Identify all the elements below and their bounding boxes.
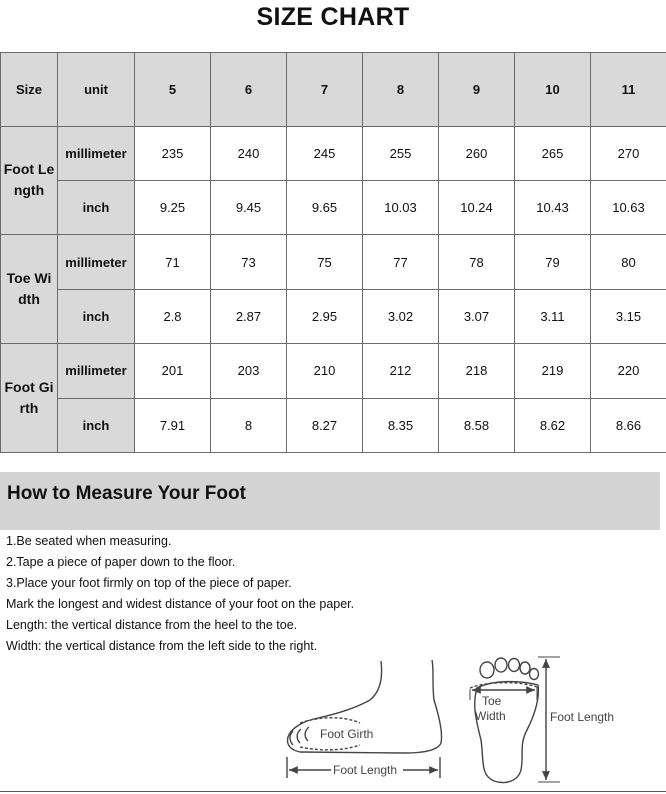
size-column-header: 8	[363, 53, 439, 127]
size-column-header: 5	[135, 53, 211, 127]
size-value-cell: 203	[211, 344, 287, 398]
width-label: Width	[475, 709, 506, 723]
size-value-cell: 10.43	[515, 180, 591, 234]
page-title: SIZE CHART	[256, 3, 410, 31]
unit-label: inch	[58, 398, 135, 452]
size-value-cell: 3.15	[591, 289, 666, 343]
unit-label: inch	[58, 180, 135, 234]
size-chart-table	[0, 52, 666, 453]
size-value-cell: 265	[515, 126, 591, 180]
size-value-cell: 220	[591, 344, 666, 398]
size-value-cell: 2.95	[287, 289, 363, 343]
size-value-cell: 9.65	[287, 180, 363, 234]
size-header: Size	[1, 53, 58, 127]
size-value-cell: 219	[515, 344, 591, 398]
size-value-cell: 10.63	[591, 180, 666, 234]
table-row	[1, 126, 666, 180]
size-value-cell: 201	[135, 344, 211, 398]
size-column-header: 11	[591, 53, 666, 127]
unit-header: unit	[58, 53, 135, 127]
unit-label: inch	[58, 289, 135, 343]
size-value-cell: 73	[211, 235, 287, 289]
size-value-cell: 71	[135, 235, 211, 289]
table-row	[1, 235, 666, 289]
measurement-group-label: Foot Length	[1, 126, 58, 235]
size-value-cell: 2.87	[211, 289, 287, 343]
size-value-cell: 10.24	[439, 180, 515, 234]
table-row	[1, 398, 666, 452]
size-value-cell: 2.8	[135, 289, 211, 343]
size-column-header: 9	[439, 53, 515, 127]
size-value-cell: 8.66	[591, 398, 666, 452]
size-value-cell: 9.45	[211, 180, 287, 234]
size-value-cell: 210	[287, 344, 363, 398]
measure-step: Length: the vertical distance from the heel to the toe.	[6, 618, 298, 632]
size-value-cell: 80	[591, 235, 666, 289]
unit-label: millimeter	[58, 126, 135, 180]
measure-steps	[6, 531, 354, 657]
measure-step: 2.Tape a piece of paper down to the floor.	[6, 555, 236, 569]
size-column-header: 7	[287, 53, 363, 127]
size-value-cell: 7.91	[135, 398, 211, 452]
bottom-divider	[0, 791, 666, 792]
measurement-group-label: Toe Width	[1, 235, 58, 344]
foot-girth-label: Foot Girth	[320, 727, 374, 741]
size-value-cell: 3.07	[439, 289, 515, 343]
measure-step: 3.Place your foot firmly on top of the piece of paper.	[6, 576, 292, 590]
table-row	[1, 289, 666, 343]
size-value-cell: 9.25	[135, 180, 211, 234]
table-header-row	[1, 53, 666, 127]
size-value-cell: 8.35	[363, 398, 439, 452]
toe-label: Toe	[482, 694, 502, 708]
foot-measure-illustration	[270, 650, 640, 790]
size-value-cell: 8	[211, 398, 287, 452]
size-value-cell: 212	[363, 344, 439, 398]
unit-label: millimeter	[58, 235, 135, 289]
size-column-header: 6	[211, 53, 287, 127]
table-row	[1, 344, 666, 398]
side-foot-length-label: Foot Length	[333, 763, 398, 777]
size-value-cell: 10.03	[363, 180, 439, 234]
unit-label: millimeter	[58, 344, 135, 398]
measure-step: 1.Be seated when measuring.	[6, 534, 172, 548]
size-value-cell: 77	[363, 235, 439, 289]
measure-step: Width: the vertical distance from the left side to the right.	[6, 639, 318, 653]
table-row	[1, 180, 666, 234]
size-value-cell: 8.27	[287, 398, 363, 452]
size-value-cell: 3.11	[515, 289, 591, 343]
measure-heading: How to Measure Your Foot	[7, 483, 246, 504]
size-value-cell: 270	[591, 126, 666, 180]
size-value-cell: 240	[211, 126, 287, 180]
size-value-cell: 75	[287, 235, 363, 289]
size-value-cell: 245	[287, 126, 363, 180]
measure-step: Mark the longest and widest distance of your foot on the paper.	[6, 597, 355, 611]
size-value-cell: 8.58	[439, 398, 515, 452]
measurement-group-label: Foot Girth	[1, 344, 58, 453]
size-column-header: 10	[515, 53, 591, 127]
size-value-cell: 260	[439, 126, 515, 180]
sole-foot-length-label: Foot Length	[550, 710, 615, 724]
size-value-cell: 255	[363, 126, 439, 180]
size-value-cell: 218	[439, 344, 515, 398]
size-value-cell: 235	[135, 126, 211, 180]
size-value-cell: 79	[515, 235, 591, 289]
size-value-cell: 8.62	[515, 398, 591, 452]
size-value-cell: 78	[439, 235, 515, 289]
side-foot-icon	[287, 660, 442, 778]
size-value-cell: 3.02	[363, 289, 439, 343]
